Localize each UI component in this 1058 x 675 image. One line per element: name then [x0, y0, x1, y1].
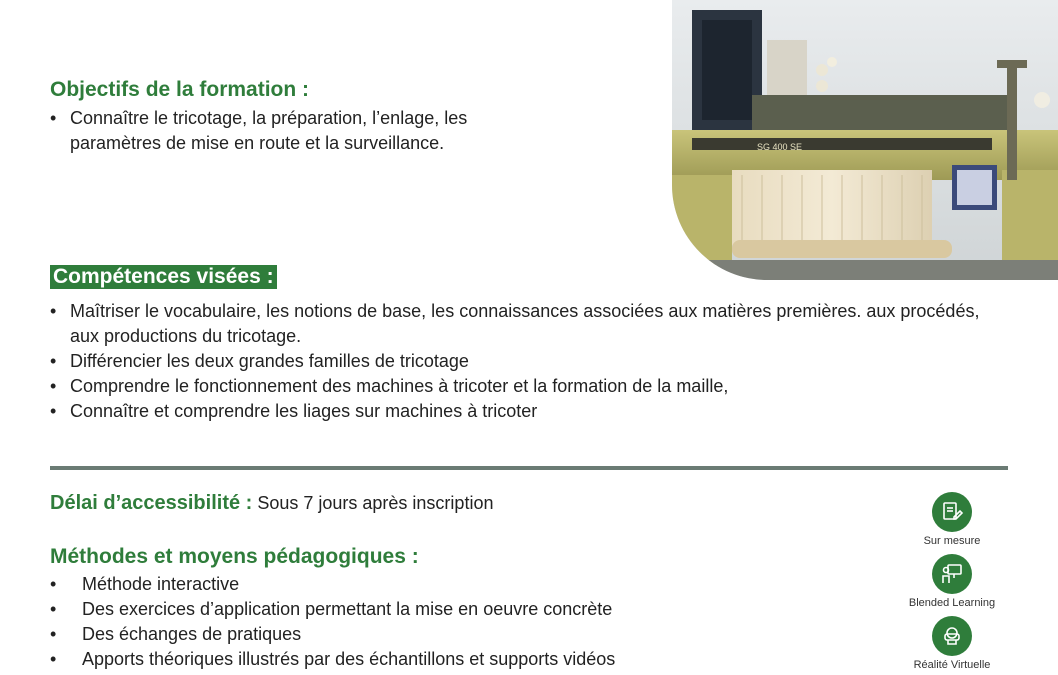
list-item: • Maîtriser le vocabulaire, les notions de base, les connaissances associées aux matières premières. aux procédés, aux productions du tricotage.	[50, 299, 1000, 349]
delai-label: Délai d’accessibilité :	[50, 492, 253, 514]
realite-virtuelle-label: Réalité Virtuelle	[913, 659, 991, 671]
objectifs-list	[50, 106, 560, 156]
machine-model-label: SG 400 SE	[757, 142, 803, 152]
section-divider	[50, 466, 1008, 470]
screen-person-icon	[932, 554, 972, 594]
list-item: • Des exercices d’application permettant la mise en oeuvre concrète	[50, 597, 830, 622]
list-item: • Comprendre le fonctionnement des machines à tricoter et la formation de la maille,	[50, 374, 1000, 399]
list-item: • Méthode interactive	[50, 572, 830, 597]
knitting-machine-illustration	[672, 0, 1058, 280]
competences-list	[50, 299, 1000, 424]
list-item: • Connaître le tricotage, la préparation, l’enlage, les paramètres de mise en route et la surveillance.	[50, 106, 560, 156]
delai-line	[50, 492, 493, 515]
list-item: • Des échanges de pratiques	[50, 622, 830, 647]
blended-learning-label: Blended Learning	[908, 597, 996, 609]
document-edit-icon	[932, 492, 972, 532]
list-item: • Connaître et comprendre les liages sur machines à tricoter	[50, 399, 1000, 424]
sur-mesure-label: Sur mesure	[923, 535, 981, 547]
list-item: • Apports théoriques illustrés par des échantillons et supports vidéos	[50, 647, 830, 672]
delai-value: Sous 7 jours après inscription	[257, 493, 494, 513]
methodes-list	[50, 572, 830, 672]
objectifs-heading: Objectifs de la formation :	[50, 78, 310, 101]
competences-heading: Compétences visées :	[50, 265, 277, 289]
vr-headset-icon	[932, 616, 972, 656]
machine-photo	[672, 0, 1058, 280]
methodes-heading: Méthodes et moyens pédagogiques :	[50, 545, 419, 568]
list-item: • Différencier les deux grandes familles de tricotage	[50, 349, 1000, 374]
